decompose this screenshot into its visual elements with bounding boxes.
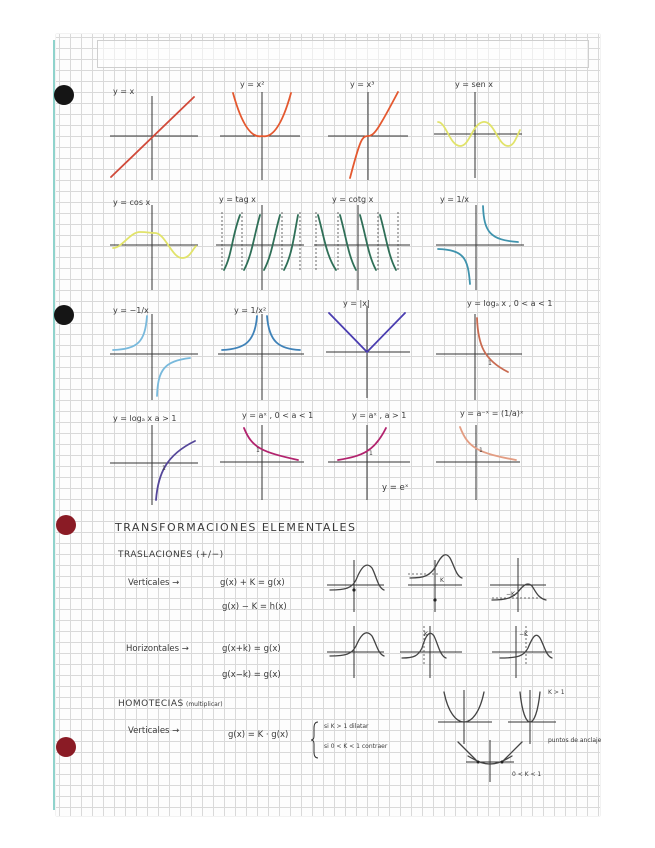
horizontal-equation-2: g(x−k) = g(x): [222, 670, 281, 680]
graph-label: y = x: [113, 87, 135, 96]
point-label: 1: [369, 450, 373, 457]
curve: [244, 215, 260, 270]
sketch-vertical-down: [490, 558, 546, 612]
homotecias-title: HOMOTECIAS: [118, 699, 184, 709]
sketch-horizontal-left: [400, 626, 462, 678]
curve: [460, 427, 516, 460]
graph-cosine: [110, 198, 198, 290]
graph-square: [220, 80, 300, 180]
curve: [244, 428, 298, 460]
graph-exp-inverse: [436, 409, 524, 500]
graph-label: y = −1/x: [113, 306, 149, 315]
curve: [224, 215, 240, 270]
neg-k-label: −K: [519, 631, 528, 638]
point-label: 1: [488, 360, 492, 367]
graph-label: y = a⁻ˣ = (1/a)ˣ: [460, 409, 524, 418]
sketch-vertical-base: [327, 560, 384, 612]
sketch-homotecia-contract: [458, 740, 541, 782]
graph-label: y = aˣ , a > 1: [352, 411, 407, 420]
curve: [318, 215, 336, 270]
k-range-label: 0 < K < 1: [512, 771, 542, 778]
point-label: 1: [479, 447, 483, 454]
curve: [477, 318, 508, 372]
curve: [360, 215, 376, 270]
graph-label: y = aˣ , 0 < a < 1: [242, 411, 314, 420]
graph-sine: [434, 80, 522, 178]
curve: [157, 358, 190, 396]
sketch-horizontal-base: [327, 626, 384, 678]
graph-cube: [328, 80, 408, 180]
homotecias-case-1: si K > 1 dilatar: [324, 723, 369, 730]
curve: [264, 215, 280, 270]
vertical-equation-2: g(x) − K = h(x): [222, 602, 287, 612]
graph-label: y = 1/x²: [234, 306, 267, 315]
curve: [340, 215, 356, 270]
graph-label: y = sen x: [455, 80, 493, 89]
graph-exp-decreasing: [220, 411, 313, 500]
homotecias-case-2: si 0 < K < 1 contraer: [324, 743, 388, 750]
sketch-vertical-up: [408, 555, 462, 612]
verticales-label: Verticales →: [128, 578, 180, 588]
graph-tangent: [216, 195, 304, 290]
section-title: TRANSFORMACIONES ELEMENTALES: [115, 521, 357, 534]
sketch-homotecia-base: [438, 690, 492, 744]
vertical-equation-1: g(x) + K = g(x): [220, 578, 285, 588]
k-label: K: [424, 631, 428, 638]
graph-label: y = |x|: [343, 299, 370, 308]
graph-label: y = tag x: [219, 195, 256, 204]
curve: [113, 316, 147, 350]
homotecias-verticales-label: Verticales →: [128, 726, 180, 736]
curve: [284, 215, 298, 270]
curve: [350, 92, 398, 178]
traslaciones-title: TRASLACIONES (+/−): [118, 550, 224, 560]
sketch-horizontal-right: [492, 626, 552, 678]
sketch-homotecia-dilate: [508, 689, 602, 744]
k-greater-label: K > 1: [548, 689, 565, 696]
graph-inverse-square: [218, 306, 304, 400]
curve: [338, 428, 386, 460]
curve: [222, 316, 257, 350]
curve: [267, 316, 300, 350]
graph-log-decreasing: [436, 299, 552, 400]
graph-label: y = logₐ x a > 1: [113, 414, 177, 423]
graph-label: y = x²: [240, 80, 265, 89]
curve: [380, 215, 396, 270]
neg-k-label: −K: [506, 591, 515, 598]
graph-label: y = cos x: [113, 198, 151, 207]
exp-e-label: y = eˣ: [382, 483, 409, 493]
curve: [483, 206, 518, 242]
k-label: K: [440, 577, 444, 584]
point-label: 1: [256, 447, 260, 454]
graph-reciprocal: [436, 195, 524, 290]
graph-neg-reciprocal: [110, 306, 198, 400]
graph-cotangent: [314, 195, 410, 290]
graph-label: y = logₐ x , 0 < a < 1: [467, 299, 553, 308]
graph-exp-increasing: [328, 411, 410, 500]
point-label: 1: [162, 465, 166, 472]
curve: [438, 249, 470, 284]
homotecias-note: (multiplicar): [186, 701, 223, 708]
graph-label: y = x³: [350, 80, 375, 89]
graph-label: y = cotg x: [332, 195, 374, 204]
horizontal-equation-1: g(x+k) = g(x): [222, 644, 281, 654]
graph-absolute: [326, 299, 410, 398]
horizontales-label: Horizontales →: [126, 644, 189, 654]
graph-label: y = 1/x: [440, 195, 470, 204]
graph-log-increasing: [110, 414, 198, 505]
anchor-note: puntos de anclaje: [548, 737, 602, 744]
homotecias-equation: g(x) = K · g(x): [228, 730, 289, 740]
graph-identity: [110, 87, 198, 180]
